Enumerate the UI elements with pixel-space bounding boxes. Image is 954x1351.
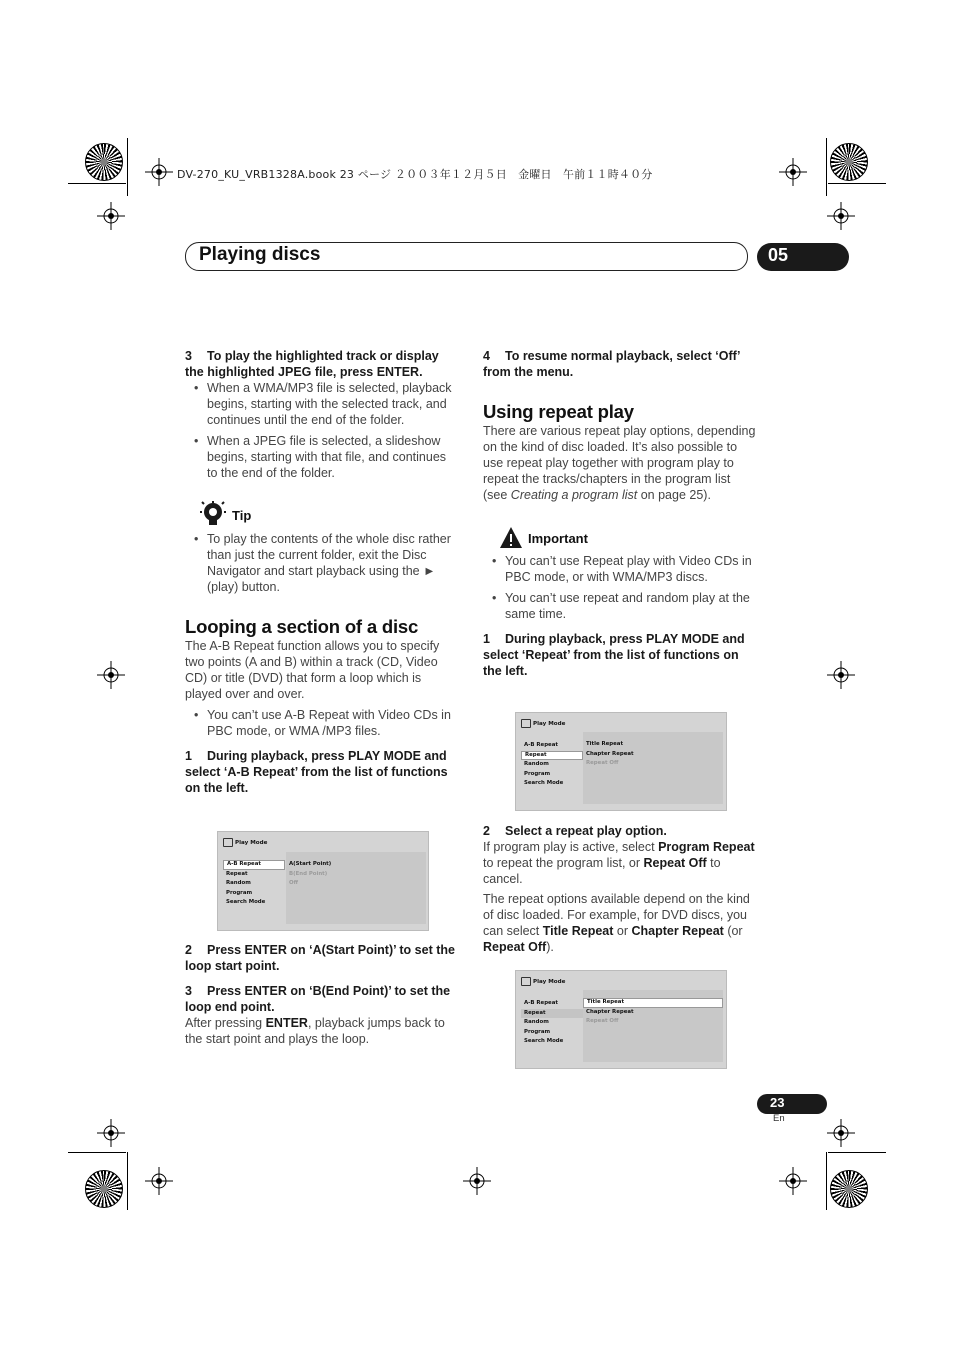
registration-mark-icon bbox=[145, 158, 173, 186]
option-item[interactable]: Chapter Repeat bbox=[586, 1008, 634, 1015]
important-heading bbox=[483, 530, 757, 552]
options-panel bbox=[583, 732, 723, 804]
section-title-repeat: Using repeat play bbox=[483, 401, 634, 422]
step-3b: 3 Press ENTER on ‘B(End Point)’ to set the loop end point. bbox=[185, 984, 451, 1014]
color-wheel-top-left-icon bbox=[85, 143, 123, 181]
menu-item[interactable]: A-B Repeat bbox=[524, 742, 558, 748]
screen-title: Play Mode bbox=[223, 838, 267, 847]
menu-item[interactable]: Repeat bbox=[226, 870, 248, 877]
list-item: • You can’t use repeat and random play at the same time. bbox=[483, 590, 757, 622]
disc-icon bbox=[521, 977, 531, 986]
menu-item[interactable]: Program bbox=[524, 1028, 551, 1035]
section-body: There are various repeat play options, depending on the kind of disc loaded. It’s also possible to use repeat play together with program play to repeat the tracks/chapters in the program list (see Creating a program list on page 25). bbox=[483, 424, 756, 502]
list-item: • You can’t use A-B Repeat with Video CDs in PBC mode, or WMA /MP3 files. bbox=[185, 707, 459, 739]
color-wheel-top-right-icon bbox=[830, 143, 868, 181]
options-panel bbox=[286, 852, 426, 924]
function-menu bbox=[223, 860, 285, 908]
section-title-looping: Looping a section of a disc bbox=[185, 616, 419, 637]
left-column bbox=[185, 348, 459, 796]
registration-mark-icon bbox=[97, 1119, 125, 1147]
page-number-badge bbox=[757, 1094, 827, 1114]
menu-item[interactable]: A-B Repeat bbox=[524, 1000, 558, 1006]
option-item[interactable]: Repeat Off bbox=[586, 1018, 619, 1025]
option-item[interactable]: Title Repeat bbox=[586, 741, 624, 747]
language-code: En bbox=[773, 1113, 785, 1124]
option-item[interactable]: Off bbox=[289, 880, 298, 887]
screen-title: Play Mode bbox=[521, 977, 565, 986]
print-header: DV-270_KU_VRB1328A.book 23 ページ ２００３年１２月５日 金曜日 午前１１時４０分 bbox=[177, 168, 653, 181]
registration-mark-icon bbox=[97, 202, 125, 230]
menu-item[interactable]: Repeat bbox=[521, 751, 583, 761]
registration-mark-icon bbox=[463, 1167, 491, 1195]
color-wheel-bottom-left-icon bbox=[85, 1170, 123, 1208]
registration-mark-icon bbox=[779, 1167, 807, 1195]
options-panel bbox=[583, 990, 723, 1062]
function-menu bbox=[521, 999, 583, 1047]
option-item[interactable]: B(End Point) bbox=[289, 870, 328, 877]
list-item: • To play the contents of the whole disc rather than just the current folder, exit the Disc Navigator and start playback using the ► (play) button. bbox=[185, 531, 459, 595]
play-mode-screen-ab-repeat bbox=[217, 831, 429, 931]
warning-icon bbox=[499, 526, 523, 550]
registration-mark-icon bbox=[827, 661, 855, 689]
color-wheel-bottom-right-icon bbox=[830, 1170, 868, 1208]
menu-item[interactable]: Search Mode bbox=[226, 899, 266, 906]
page-title: Playing discs bbox=[199, 244, 321, 265]
disc-icon bbox=[521, 719, 531, 728]
page-number: 23 bbox=[770, 1095, 785, 1110]
menu-item[interactable]: Search Mode bbox=[524, 1038, 564, 1045]
step-2-body-2: The repeat options available depend on the kind of disc loaded. For example, for DVD discs, you can select Title Repeat or Chapter Repeat (or Repeat Off). bbox=[483, 892, 750, 954]
important-label: Important bbox=[528, 531, 588, 546]
step-1: 1 During playback, press PLAY MODE and select ‘A-B Repeat’ from the list of functions on the left. bbox=[185, 749, 448, 795]
menu-item[interactable]: Random bbox=[524, 761, 549, 768]
chapter-number: 05 bbox=[768, 245, 789, 265]
step-2: 2 Select a repeat play option. bbox=[483, 824, 667, 838]
tip-heading bbox=[185, 501, 459, 529]
option-item[interactable]: Repeat Off bbox=[586, 760, 619, 767]
registration-mark-icon bbox=[779, 158, 807, 186]
option-item[interactable]: A(Start Point) bbox=[289, 861, 332, 867]
registration-mark-icon bbox=[145, 1167, 173, 1195]
tip-label: Tip bbox=[232, 508, 252, 523]
menu-item[interactable]: Program bbox=[524, 770, 551, 777]
right-column-lower bbox=[483, 823, 757, 955]
menu-item[interactable]: A-B Repeat bbox=[223, 860, 285, 870]
step-3-body: After pressing ENTER, playback jumps back to the start point and plays the loop. bbox=[185, 1016, 445, 1046]
option-item[interactable]: Title Repeat bbox=[583, 998, 723, 1008]
menu-item[interactable]: Random bbox=[226, 880, 251, 887]
screen-title: Play Mode bbox=[521, 719, 565, 728]
play-mode-screen-repeat bbox=[515, 712, 727, 811]
registration-mark-icon bbox=[827, 202, 855, 230]
list-item: • When a JPEG file is selected, a slideshow begins, starting with that file, and continues to the end of the folder. bbox=[185, 433, 459, 481]
step-4: 4 To resume normal playback, select ‘Off’ from the menu. bbox=[483, 349, 740, 379]
list-item: • When a WMA/MP3 file is selected, playback begins, starting with the selected track, and continues until the end of the folder. bbox=[185, 380, 459, 428]
registration-mark-icon bbox=[827, 1119, 855, 1147]
right-column bbox=[483, 348, 757, 679]
left-column-lower bbox=[185, 942, 459, 1047]
menu-item[interactable]: Search Mode bbox=[524, 780, 564, 787]
step-3: 3 To play the highlighted track or display the highlighted JPEG file, press ENTER. bbox=[185, 349, 439, 379]
step-1: 1 During playback, press PLAY MODE and select ‘Repeat’ from the list of functions on the left. bbox=[483, 632, 745, 678]
disc-icon bbox=[223, 838, 233, 847]
registration-mark-icon bbox=[97, 661, 125, 689]
step-2: 2 Press ENTER on ‘A(Start Point)’ to set the loop start point. bbox=[185, 943, 455, 973]
option-item[interactable]: Chapter Repeat bbox=[586, 750, 634, 757]
menu-item[interactable]: Repeat bbox=[521, 1009, 583, 1019]
step-2-body-1: If program play is active, select Program Repeat to repeat the program list, or Repeat Off to cancel. bbox=[483, 840, 755, 886]
menu-item[interactable]: Random bbox=[524, 1019, 549, 1026]
section-body: The A-B Repeat function allows you to specify two points (A and B) within a track (CD, Video CD) or title (DVD) that form a loop which is played over and over. bbox=[185, 639, 440, 701]
menu-item[interactable]: Program bbox=[226, 889, 253, 896]
list-item: • You can’t use Repeat play with Video CDs in PBC mode, or with WMA/MP3 discs. bbox=[483, 553, 757, 585]
function-menu bbox=[521, 741, 583, 789]
lightbulb-icon bbox=[200, 501, 226, 527]
play-mode-screen-title-repeat bbox=[515, 970, 727, 1069]
